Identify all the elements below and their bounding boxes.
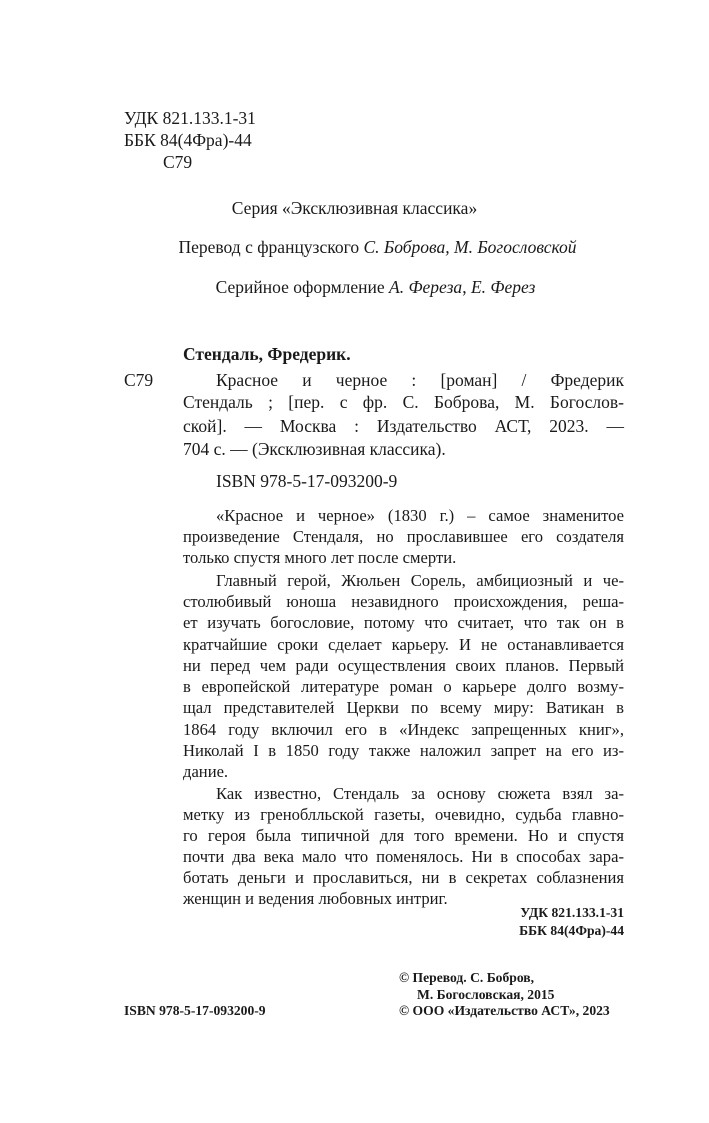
annotation-bbk: ББК 84(4Фра)-44: [519, 923, 624, 938]
annotation-line: метку из греноблльской газеты, очевидно, судьба главно-: [183, 805, 624, 824]
copyright-translation: © Перевод. С. Бобров,: [399, 970, 535, 985]
author-sign: С79: [163, 152, 193, 172]
footer-isbn: ISBN 978-5-17-093200-9: [124, 1003, 266, 1018]
annotation-line: дание.: [183, 762, 229, 781]
bbk-code: ББК 84(4Фра)-44: [124, 130, 252, 150]
annotation-line: Как известно, Стендаль за основу сюжета взял за-: [216, 784, 624, 803]
annotation-line: ботать деньги и прославиться, ни в секретах соблазнения: [183, 868, 624, 887]
catalog-isbn: ISBN 978-5-17-093200-9: [216, 471, 398, 491]
designer-1: А. Фереза: [389, 277, 463, 297]
annotation-line: Николай I в 1850 году также наложил запрет на его из-: [183, 741, 624, 760]
annotation-line: почти два века мало что поменялось. Ни в способах зара-: [183, 847, 624, 866]
annotation-udk: УДК 821.133.1-31: [520, 905, 624, 920]
annotation-line: 1864 году включил его в «Индекс запрещенных книг»,: [183, 720, 624, 739]
udk-code: УДК 821.133.1-31: [124, 108, 256, 128]
catalog-line: Стендаль ; [пер. с фр. С. Боброва, М. Богослов-: [183, 392, 624, 412]
copyright-translation-cont: М. Богословская, 2015: [417, 987, 555, 1002]
catalog-heading: Стендаль, Фредерик.: [183, 344, 351, 364]
annotation-line: «Красное и черное» (1830 г.) – самое знаменитое: [216, 506, 624, 525]
annotation-line: столюбивый юноша незавидного происхождения, реша-: [183, 592, 624, 611]
annotation-line: кратчайшие сроки сделает карьеру. И не останавливается: [183, 635, 624, 654]
series-line: Серия «Эксклюзивная классика»: [231, 198, 478, 218]
designer-2: Е. Ферез: [470, 277, 536, 297]
catalog-line: ской]. — Москва : Издательство АСТ, 2023. —: [183, 416, 624, 436]
annotation-line: ет изучать богословие, потому что считает, что так он в: [183, 613, 624, 632]
translators: С. Боброва, М. Богословской: [363, 237, 577, 257]
design-prefix: Серийное оформление: [215, 277, 390, 297]
annotation-line: в европейской литературе роман о карьере долго возму-: [183, 677, 624, 696]
catalog-line: 704 с. — (Эксклюзивная классика).: [183, 439, 446, 459]
catalog-sign: С79: [124, 370, 154, 390]
designer-sep: ,: [462, 277, 471, 297]
annotation-line: Главный герой, Жюльен Сорель, амбициозный и че-: [216, 571, 624, 590]
annotation-line: только спустя много лет после смерти.: [183, 548, 457, 567]
annotation-line: щал представителей Церкви по всему миру: Ватикан в: [183, 698, 624, 717]
annotation-line: произведение Стендаля, но прославившее его создателя: [183, 527, 624, 546]
copyright-publisher: © ООО «Издательство АСТ», 2023: [399, 1003, 610, 1018]
translation-prefix: Перевод с французского: [178, 237, 364, 257]
translation-line: [0, 236, 709, 258]
annotation-line: ни перед чем ради осуществления своих планов. Первый: [183, 656, 624, 675]
annotation-line: женщин и ведения любовных интриг.: [183, 889, 448, 908]
annotation-line: го героя была типичной для того времени. Но и спустя: [183, 826, 624, 845]
catalog-line: Красное и черное : [роман] / Фредерик: [216, 370, 624, 390]
design-line: [0, 276, 709, 298]
